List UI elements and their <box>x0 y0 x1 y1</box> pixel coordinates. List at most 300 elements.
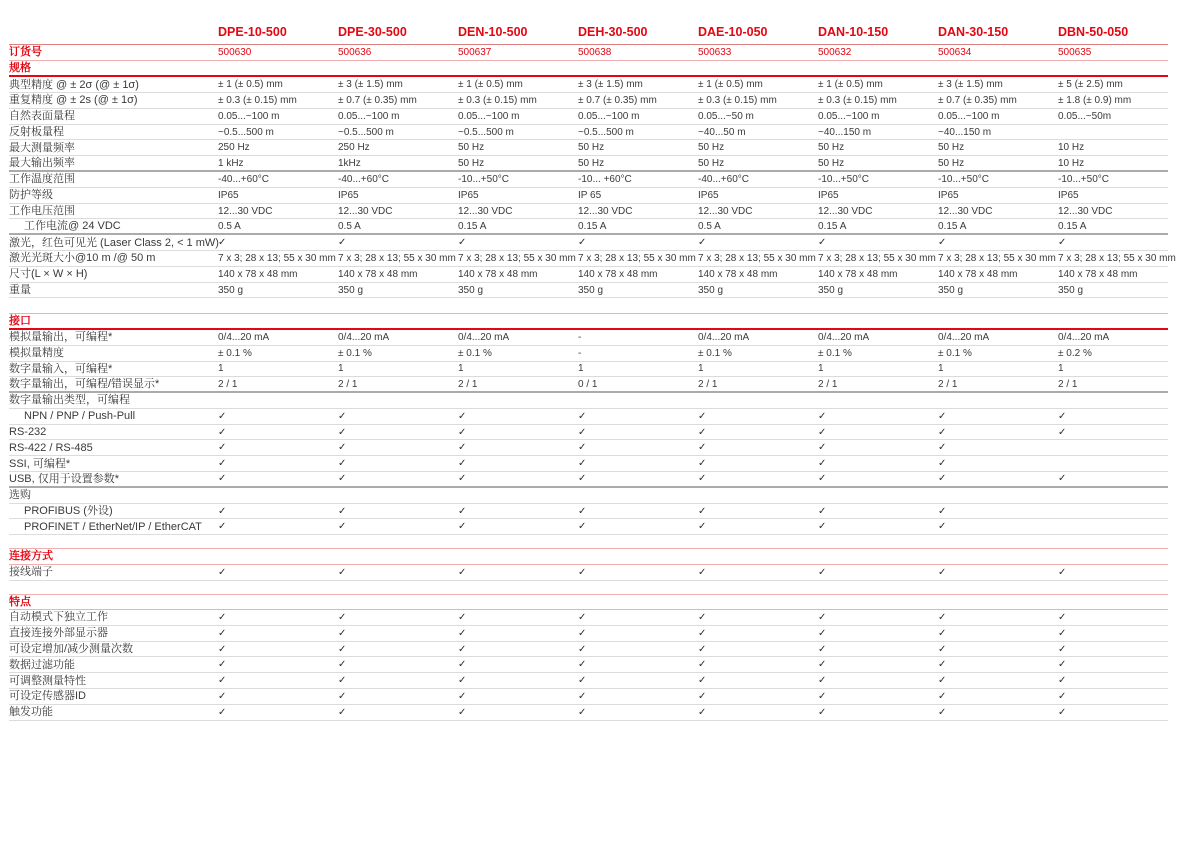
check-icon: ✓ <box>218 566 227 578</box>
check-icon: ✓ <box>458 566 467 578</box>
check-icon: ✓ <box>698 505 707 517</box>
cell-value: 12...30 VDC <box>338 205 393 217</box>
table-row <box>9 610 1168 626</box>
cell-value: 7 x 3; 28 x 13; 55 x 30 mm <box>818 252 936 264</box>
cell-value: 0.15 A <box>458 220 487 232</box>
check-icon: ✓ <box>938 706 947 718</box>
check-icon: ✓ <box>458 627 467 639</box>
cell-value: ± 0.1 % <box>458 347 492 359</box>
table-row <box>9 172 1168 188</box>
table-row <box>9 362 1168 378</box>
cell-value: 350 g <box>818 284 844 296</box>
table-row <box>9 156 1168 172</box>
table-row <box>9 377 1168 393</box>
check-icon: ✓ <box>938 410 947 422</box>
cell-value: ± 0.1 % <box>938 347 972 359</box>
cell-value: 350 g <box>338 284 364 296</box>
cell-value: 0.15 A <box>818 220 847 232</box>
order-number: 500633 <box>698 46 732 58</box>
table-row <box>9 188 1168 204</box>
check-icon: ✓ <box>218 627 227 639</box>
check-icon: ✓ <box>458 659 467 671</box>
section-header-row <box>9 61 1168 78</box>
check-icon: ✓ <box>698 690 707 702</box>
check-icon: ✓ <box>578 426 587 438</box>
cell-value: 0/4...20 mA <box>338 331 390 343</box>
row-label: 自然表面量程 <box>9 110 75 123</box>
cell-value: - <box>578 331 582 343</box>
row-label: 最大测量频率 <box>9 141 75 154</box>
check-icon: ✓ <box>938 627 947 639</box>
cell-value: 1 <box>698 363 704 375</box>
section-header-row <box>9 548 1168 565</box>
cell-value: 1 <box>218 363 224 375</box>
row-label: 典型精度 @ ± 2σ (@ ± 1σ) <box>9 78 139 91</box>
row-label: 可设定增加/减少测量次数 <box>9 643 134 655</box>
cell-value: 350 g <box>218 284 244 296</box>
check-icon: ✓ <box>698 458 707 470</box>
product-model: DPE-10-500 <box>218 25 287 39</box>
cell-value: 50 Hz <box>818 157 845 169</box>
cell-value: ~0.5...500 m <box>338 126 394 138</box>
cell-value: ± 0.1 % <box>338 347 372 359</box>
cell-value: ± 1 (± 0.5) mm <box>698 79 763 91</box>
cell-value: 140 x 78 x 48 mm <box>1058 268 1138 280</box>
cell-value: 7 x 3; 28 x 13; 55 x 30 mm <box>1058 252 1176 264</box>
cell-value: ± 1 (± 0.5) mm <box>218 79 283 91</box>
check-icon: ✓ <box>578 473 587 485</box>
check-icon: ✓ <box>338 690 347 702</box>
product-model: DAE-10-050 <box>698 25 768 39</box>
check-icon: ✓ <box>218 473 227 485</box>
cell-value: IP 65 <box>578 189 602 201</box>
table-row <box>9 219 1168 235</box>
table-row <box>9 689 1168 705</box>
cell-value: 0/4...20 mA <box>818 331 870 343</box>
cell-value: 1 <box>938 363 944 375</box>
cell-value: 50 Hz <box>458 157 485 169</box>
cell-value: 0.5 A <box>698 220 721 232</box>
cell-value: ± 0.3 (± 0.15) mm <box>818 94 897 106</box>
check-icon: ✓ <box>578 458 587 470</box>
product-model: DAN-30-150 <box>938 25 1009 39</box>
cell-value: 50 Hz <box>458 142 485 154</box>
cell-value: 0.05...~100 m <box>578 110 640 122</box>
cell-value: 1 kHz <box>218 157 244 169</box>
check-icon: ✓ <box>1058 659 1067 671</box>
table-row <box>9 472 1168 488</box>
cell-value: 0/4...20 mA <box>458 331 510 343</box>
check-icon: ✓ <box>698 566 707 578</box>
table-row <box>9 330 1168 346</box>
product-model: DEH-30-500 <box>578 25 648 39</box>
cell-value: 12...30 VDC <box>938 205 993 217</box>
order-number-label: 订货号 <box>9 46 42 59</box>
check-icon: ✓ <box>818 706 827 718</box>
cell-value: 0.05...~100 m <box>818 110 880 122</box>
check-icon: ✓ <box>218 442 227 454</box>
cell-value: ± 1.8 (± 0.9) mm <box>1058 94 1132 106</box>
cell-value: ± 0.7 (± 0.35) mm <box>938 94 1017 106</box>
cell-value: 50 Hz <box>818 142 845 154</box>
cell-value: - <box>578 347 582 359</box>
check-icon: ✓ <box>698 473 707 485</box>
check-icon: ✓ <box>338 627 347 639</box>
check-icon: ✓ <box>578 690 587 702</box>
cell-value: 350 g <box>458 284 484 296</box>
check-icon: ✓ <box>818 442 827 454</box>
cell-value: 2 / 1 <box>698 378 718 390</box>
section-title: 连接方式 <box>9 550 53 563</box>
check-icon: ✓ <box>938 521 947 533</box>
check-icon: ✓ <box>698 237 707 249</box>
check-icon: ✓ <box>578 505 587 517</box>
row-label: 可调整测量特性 <box>9 674 86 687</box>
table-row <box>9 93 1168 109</box>
row-label: 重量 <box>9 283 31 296</box>
cell-value: 7 x 3; 28 x 13; 55 x 30 mm <box>218 252 336 264</box>
row-label: SSI, 可编程* <box>9 457 71 470</box>
check-icon: ✓ <box>458 442 467 454</box>
row-label: 激光，红色可见光 (Laser Class 2, < 1 mW) <box>9 236 219 249</box>
cell-value: IP65 <box>338 189 359 201</box>
check-icon: ✓ <box>218 410 227 422</box>
check-icon: ✓ <box>698 675 707 687</box>
cell-value: 7 x 3; 28 x 13; 55 x 30 mm <box>938 252 1056 264</box>
check-icon: ✓ <box>578 627 587 639</box>
row-label: 可设定传感器ID <box>9 690 86 703</box>
row-label: 最大输出频率 <box>9 157 75 170</box>
order-number: 500630 <box>218 46 252 58</box>
check-icon: ✓ <box>1058 473 1067 485</box>
check-icon: ✓ <box>938 566 947 578</box>
cell-value: ~40...150 m <box>938 126 992 138</box>
cell-value: -40...+60°C <box>218 173 269 185</box>
check-icon: ✓ <box>1058 426 1067 438</box>
row-label: 工作电流@ 24 VDC <box>24 220 121 233</box>
table-row <box>9 140 1168 156</box>
row-label: 重复精度 @ ± 2s (@ ± 1σ) <box>9 94 138 107</box>
section-header-row <box>9 594 1168 611</box>
row-label: 选购 <box>9 489 31 502</box>
table-row <box>9 346 1168 362</box>
cell-value: 0/4...20 mA <box>1058 331 1110 343</box>
spec-comparison-table <box>9 25 1176 721</box>
row-label: 工作温度范围 <box>9 173 75 186</box>
check-icon: ✓ <box>338 473 347 485</box>
cell-value: 7 x 3; 28 x 13; 55 x 30 mm <box>338 252 456 264</box>
check-icon: ✓ <box>458 473 467 485</box>
cell-value: -10... +60°C <box>578 173 632 185</box>
table-row <box>9 488 1168 504</box>
check-icon: ✓ <box>1058 675 1067 687</box>
check-icon: ✓ <box>818 627 827 639</box>
product-model: DPE-30-500 <box>338 25 407 39</box>
cell-value: ± 0.3 (± 0.15) mm <box>458 94 537 106</box>
table-row <box>9 705 1168 721</box>
row-label: PROFINET / EtherNet/IP / EtherCAT <box>24 520 202 533</box>
cell-value: 2 / 1 <box>458 378 478 390</box>
check-icon: ✓ <box>458 505 467 517</box>
cell-value: ± 3 (± 1.5) mm <box>578 79 643 91</box>
cell-value: 0.15 A <box>578 220 607 232</box>
check-icon: ✓ <box>818 643 827 655</box>
check-icon: ✓ <box>458 410 467 422</box>
cell-value: ± 0.3 (± 0.15) mm <box>218 94 297 106</box>
cell-value: 0/4...20 mA <box>938 331 990 343</box>
cell-value: 1kHz <box>338 157 361 169</box>
row-label: 尺寸(L × W × H) <box>9 268 88 281</box>
check-icon: ✓ <box>458 521 467 533</box>
row-label: 数字量输入，可编程* <box>9 362 113 375</box>
cell-value: 0.5 A <box>338 220 361 232</box>
check-icon: ✓ <box>698 521 707 533</box>
check-icon: ✓ <box>1058 690 1067 702</box>
cell-value: ~0.5...500 m <box>458 126 514 138</box>
cell-value: 12...30 VDC <box>218 205 273 217</box>
cell-value: 0/4...20 mA <box>218 331 270 343</box>
check-icon: ✓ <box>698 706 707 718</box>
section-title: 特点 <box>9 595 31 608</box>
cell-value: 50 Hz <box>698 142 725 154</box>
cell-value: 0 / 1 <box>578 378 598 390</box>
cell-value: ~40...150 m <box>818 126 872 138</box>
cell-value: 140 x 78 x 48 mm <box>818 268 898 280</box>
cell-value: ± 0.1 % <box>218 347 252 359</box>
check-icon: ✓ <box>338 426 347 438</box>
cell-value: IP65 <box>458 189 479 201</box>
cell-value: ± 0.7 (± 0.35) mm <box>578 94 657 106</box>
check-icon: ✓ <box>938 505 947 517</box>
table-row <box>9 673 1168 689</box>
check-icon: ✓ <box>218 611 227 623</box>
check-icon: ✓ <box>1058 706 1067 718</box>
cell-value: 50 Hz <box>578 157 605 169</box>
cell-value: 2 / 1 <box>938 378 958 390</box>
table-row <box>9 235 1168 251</box>
cell-value: 2 / 1 <box>218 378 238 390</box>
product-model: DBN-50-050 <box>1058 25 1129 39</box>
check-icon: ✓ <box>818 410 827 422</box>
section-header-row <box>9 313 1168 330</box>
table-row <box>9 125 1168 141</box>
cell-value: 12...30 VDC <box>458 205 513 217</box>
check-icon: ✓ <box>818 675 827 687</box>
check-icon: ✓ <box>578 566 587 578</box>
cell-value: 1 <box>578 363 584 375</box>
table-row <box>9 393 1168 409</box>
check-icon: ✓ <box>578 237 587 249</box>
section-gap <box>9 581 1168 594</box>
check-icon: ✓ <box>818 426 827 438</box>
check-icon: ✓ <box>818 458 827 470</box>
row-label: NPN / PNP / Push-Pull <box>24 410 136 423</box>
cell-value: 140 x 78 x 48 mm <box>698 268 778 280</box>
cell-value: -10...+50°C <box>1058 173 1109 185</box>
row-label: 工作电压范围 <box>9 204 75 217</box>
check-icon: ✓ <box>338 237 347 249</box>
section-gap <box>9 298 1168 313</box>
cell-value: 350 g <box>578 284 604 296</box>
check-icon: ✓ <box>938 690 947 702</box>
check-icon: ✓ <box>338 521 347 533</box>
cell-value: 140 x 78 x 48 mm <box>338 268 418 280</box>
check-icon: ✓ <box>218 426 227 438</box>
product-header-row <box>9 26 1168 45</box>
check-icon: ✓ <box>458 643 467 655</box>
row-label: 防护等级 <box>9 189 53 202</box>
cell-value: 0.15 A <box>1058 220 1087 232</box>
cell-value: 0/4...20 mA <box>698 331 750 343</box>
row-label: 模拟量输出，可编程* <box>9 331 113 344</box>
section-title: 接口 <box>9 315 31 328</box>
check-icon: ✓ <box>698 611 707 623</box>
check-icon: ✓ <box>938 675 947 687</box>
cell-value: 12...30 VDC <box>818 205 873 217</box>
cell-value: 1 <box>1058 363 1064 375</box>
cell-value: ± 1 (± 0.5) mm <box>458 79 523 91</box>
table-row <box>9 109 1168 125</box>
check-icon: ✓ <box>218 690 227 702</box>
row-label: 模拟量精度 <box>9 347 64 360</box>
check-icon: ✓ <box>818 611 827 623</box>
row-label: 激光光斑大小@10 m /@ 50 m <box>9 252 156 265</box>
check-icon: ✓ <box>218 521 227 533</box>
row-label: 直接连接外部显示器 <box>9 627 108 640</box>
cell-value: ± 0.1 % <box>698 347 732 359</box>
check-icon: ✓ <box>698 659 707 671</box>
cell-value: -10...+50°C <box>938 173 989 185</box>
cell-value: ± 0.7 (± 0.35) mm <box>338 94 417 106</box>
row-label: 接线端子 <box>9 566 53 579</box>
table-row <box>9 283 1168 299</box>
cell-value: -40...+60°C <box>698 173 749 185</box>
order-number: 500634 <box>938 46 972 58</box>
cell-value: 0.05...~50 m <box>698 110 754 122</box>
product-model: DAN-10-150 <box>818 25 889 39</box>
order-number: 500635 <box>1058 46 1092 58</box>
check-icon: ✓ <box>338 505 347 517</box>
cell-value: 10 Hz <box>1058 142 1085 154</box>
cell-value: ± 5 (± 2.5) mm <box>1058 79 1123 91</box>
row-label: 数字量输出，可编程/错误显示* <box>9 378 160 391</box>
check-icon: ✓ <box>218 659 227 671</box>
cell-value: 7 x 3; 28 x 13; 55 x 30 mm <box>578 252 696 264</box>
check-icon: ✓ <box>578 611 587 623</box>
cell-value: 0.05...~100 m <box>218 110 280 122</box>
cell-value: 250 Hz <box>218 142 250 154</box>
cell-value: 350 g <box>1058 284 1084 296</box>
cell-value: 140 x 78 x 48 mm <box>578 268 658 280</box>
cell-value: 2 / 1 <box>818 378 838 390</box>
table-row <box>9 77 1168 93</box>
order-number: 500632 <box>818 46 852 58</box>
cell-value: ± 3 (± 1.5) mm <box>338 79 403 91</box>
cell-value: 7 x 3; 28 x 13; 55 x 30 mm <box>698 252 816 264</box>
check-icon: ✓ <box>218 675 227 687</box>
table-row <box>9 425 1168 441</box>
cell-value: 350 g <box>698 284 724 296</box>
check-icon: ✓ <box>818 521 827 533</box>
order-number-row <box>9 45 1168 61</box>
cell-value: ± 3 (± 1.5) mm <box>938 79 1003 91</box>
check-icon: ✓ <box>698 426 707 438</box>
cell-value: ± 0.1 % <box>818 347 852 359</box>
cell-value: ± 1 (± 0.5) mm <box>818 79 883 91</box>
check-icon: ✓ <box>578 706 587 718</box>
check-icon: ✓ <box>1058 410 1067 422</box>
cell-value: ~40...50 m <box>698 126 746 138</box>
check-icon: ✓ <box>938 643 947 655</box>
table-row <box>9 267 1168 283</box>
check-icon: ✓ <box>338 566 347 578</box>
cell-value: 50 Hz <box>698 157 725 169</box>
row-label: PROFIBUS (外设) <box>24 505 113 518</box>
check-icon: ✓ <box>698 627 707 639</box>
check-icon: ✓ <box>938 611 947 623</box>
cell-value: 50 Hz <box>578 142 605 154</box>
cell-value: IP65 <box>698 189 719 201</box>
cell-value: 140 x 78 x 48 mm <box>938 268 1018 280</box>
check-icon: ✓ <box>458 611 467 623</box>
check-icon: ✓ <box>338 442 347 454</box>
order-number: 500636 <box>338 46 372 58</box>
check-icon: ✓ <box>578 675 587 687</box>
row-label: 触发功能 <box>9 706 53 719</box>
check-icon: ✓ <box>338 675 347 687</box>
cell-value: -40...+60°C <box>338 173 389 185</box>
row-label: 自动模式下独立工作 <box>9 611 108 624</box>
cell-value: IP65 <box>218 189 239 201</box>
product-model: DEN-10-500 <box>458 25 528 39</box>
cell-value: 12...30 VDC <box>698 205 753 217</box>
cell-value: ± 0.3 (± 0.15) mm <box>698 94 777 106</box>
check-icon: ✓ <box>338 659 347 671</box>
table-row <box>9 504 1168 520</box>
section-title: 规格 <box>9 61 31 74</box>
table-row <box>9 251 1176 267</box>
check-icon: ✓ <box>818 237 827 249</box>
cell-value: 1 <box>458 363 464 375</box>
check-icon: ✓ <box>1058 643 1067 655</box>
check-icon: ✓ <box>938 473 947 485</box>
row-label: RS-422 / RS-485 <box>9 441 93 454</box>
check-icon: ✓ <box>818 473 827 485</box>
row-label: RS-232 <box>9 426 47 439</box>
cell-value: 0.05...~100 m <box>338 110 400 122</box>
order-number: 500637 <box>458 46 492 58</box>
check-icon: ✓ <box>698 643 707 655</box>
check-icon: ✓ <box>578 643 587 655</box>
check-icon: ✓ <box>458 237 467 249</box>
row-label: 数据过滤功能 <box>9 658 75 671</box>
check-icon: ✓ <box>1058 627 1067 639</box>
check-icon: ✓ <box>578 410 587 422</box>
cell-value: 250 Hz <box>338 142 370 154</box>
check-icon: ✓ <box>458 690 467 702</box>
check-icon: ✓ <box>218 706 227 718</box>
check-icon: ✓ <box>338 410 347 422</box>
cell-value: 2 / 1 <box>338 378 358 390</box>
check-icon: ✓ <box>818 690 827 702</box>
check-icon: ✓ <box>938 426 947 438</box>
check-icon: ✓ <box>938 659 947 671</box>
cell-value: ± 0.2 % <box>1058 347 1092 359</box>
cell-value: 0.05...~100 m <box>938 110 1000 122</box>
table-row <box>9 642 1168 658</box>
cell-value: 50 Hz <box>938 142 965 154</box>
check-icon: ✓ <box>218 505 227 517</box>
